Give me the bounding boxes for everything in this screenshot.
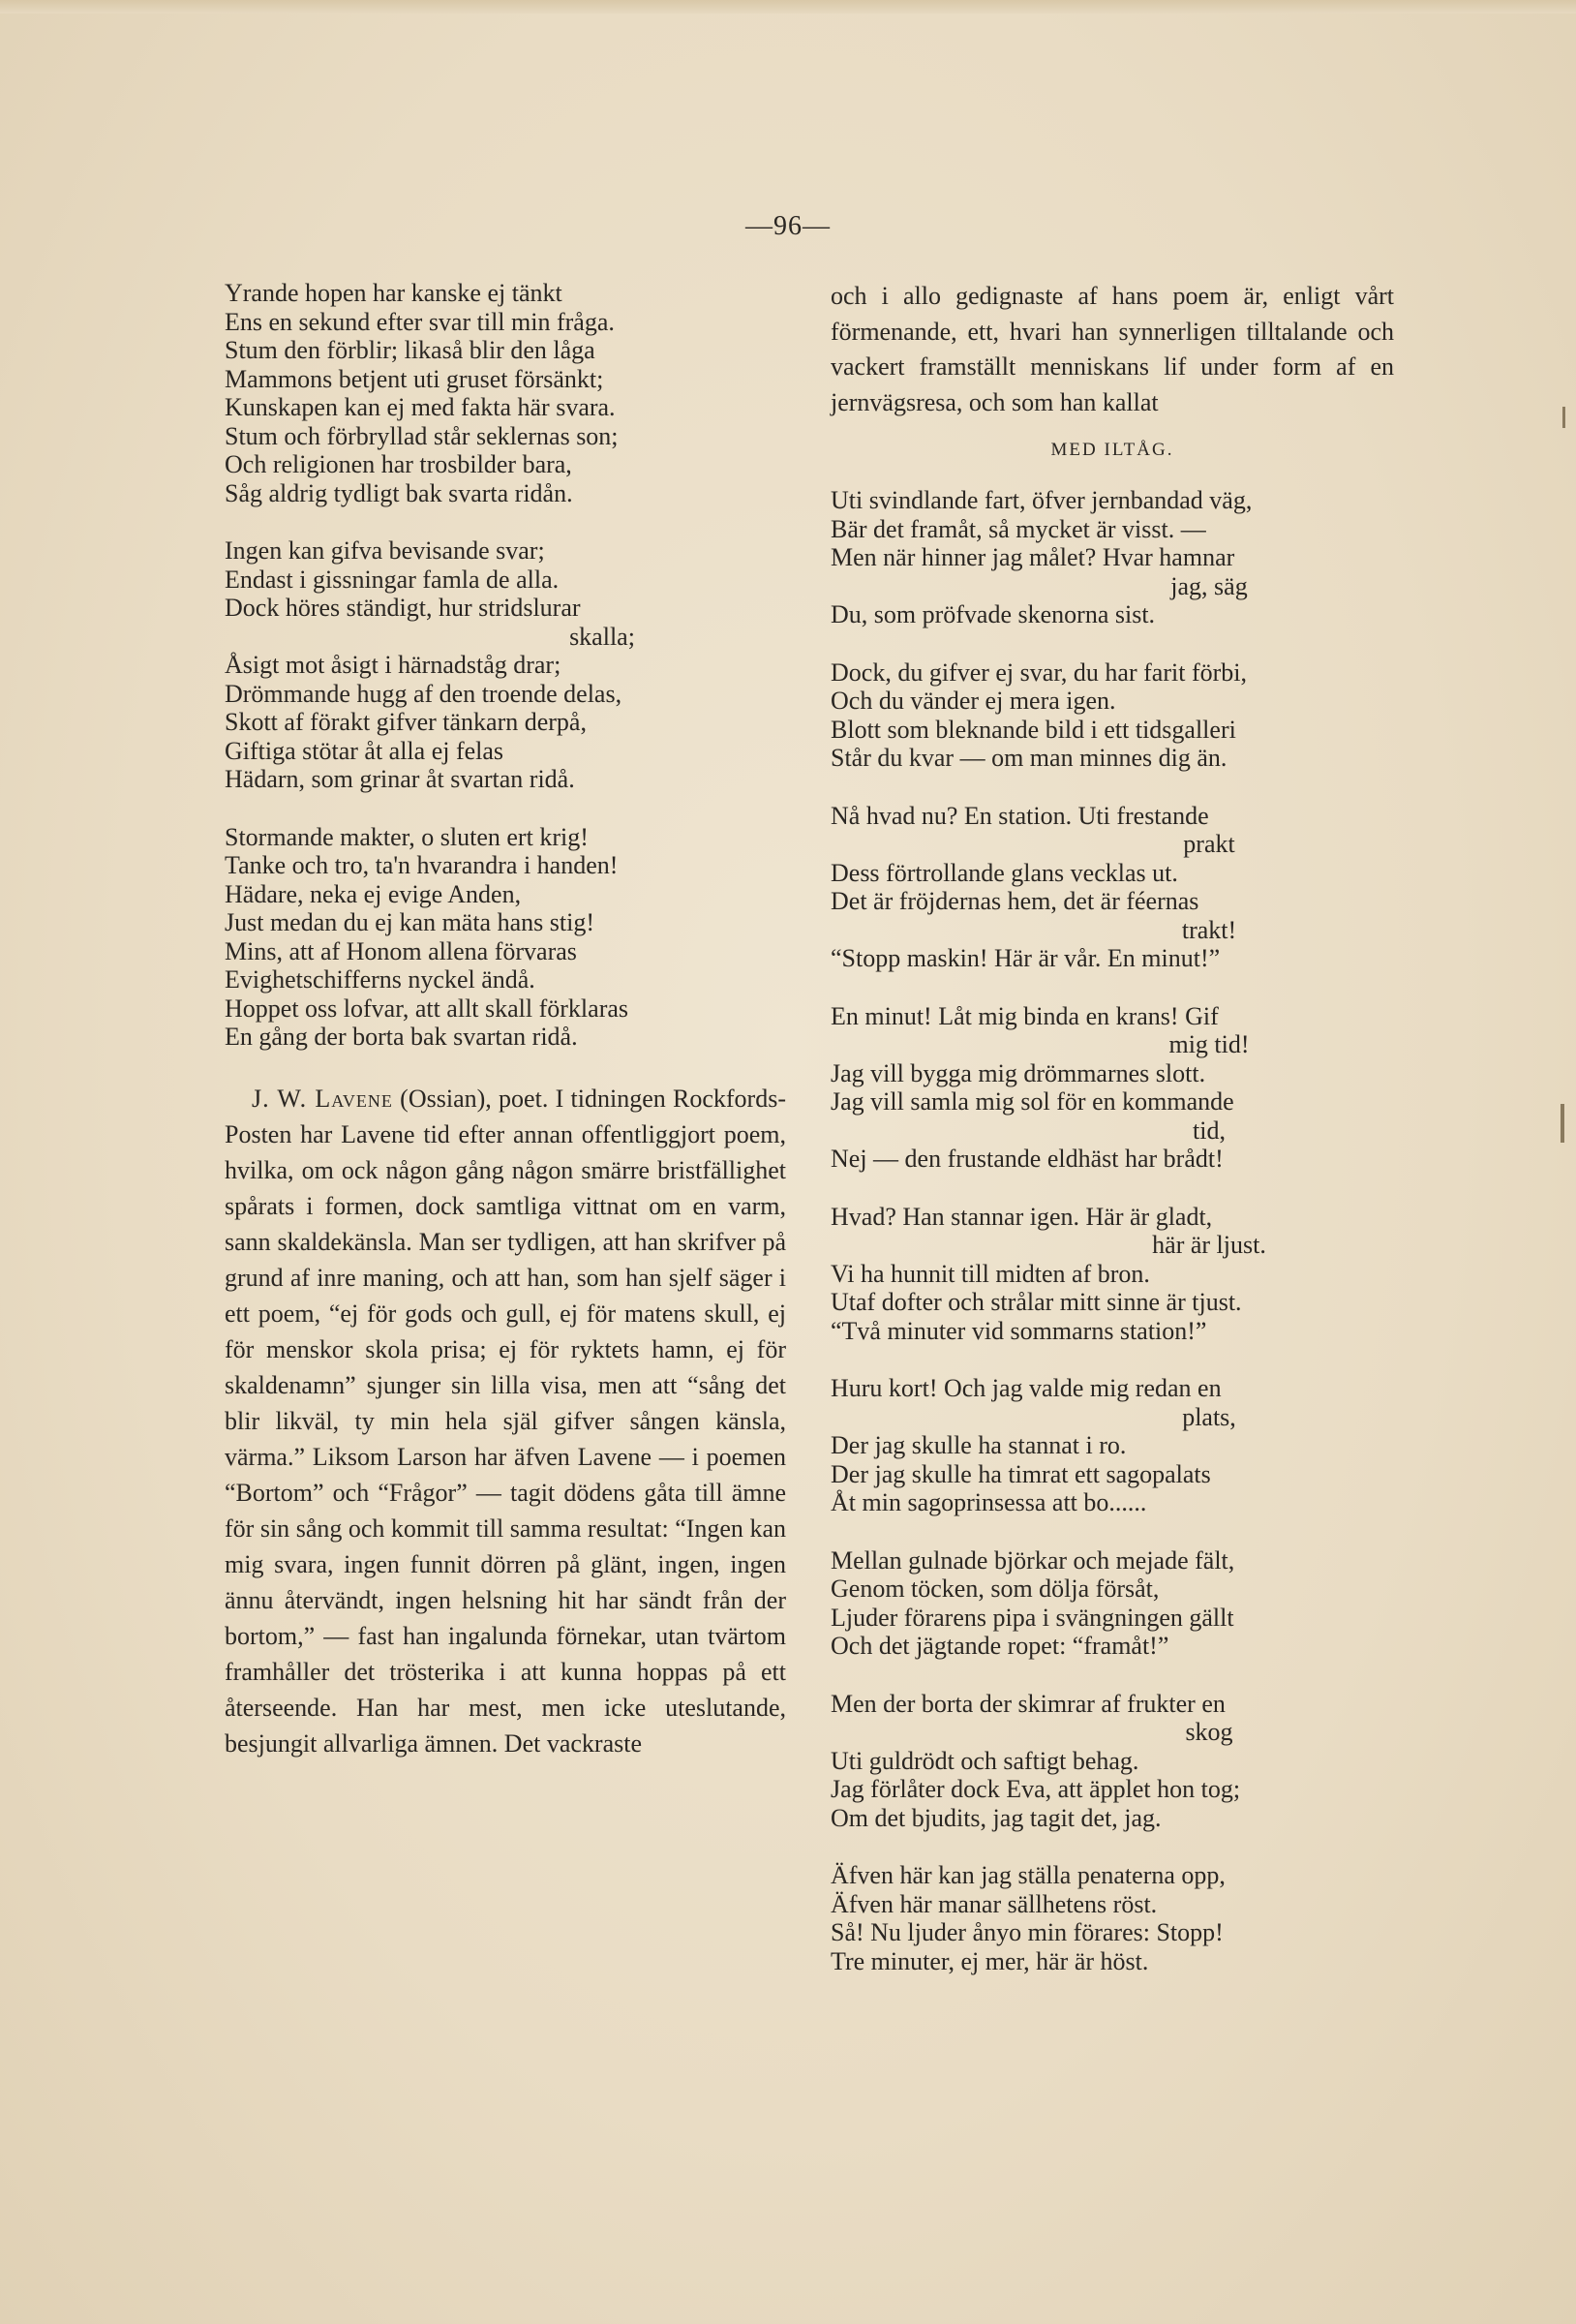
verse-line: Jag vill bygga mig drömmarnes slott. <box>831 1058 1206 1087</box>
stanza <box>831 1690 1394 1833</box>
stanza <box>225 823 786 1052</box>
verse-line-continuation: mig tid! <box>1168 1030 1250 1058</box>
verse-line: Tre minuter, ej mer, här är höst. <box>831 1946 1149 1975</box>
verse-line: Ljuder förarens pipa i svängningen gällt <box>831 1603 1234 1632</box>
verse-line: Uti guldrödt och saftigt behag. <box>831 1746 1139 1775</box>
verse-line: Drömmande hugg af den troende delas, <box>225 679 622 708</box>
biography-paragraph <box>225 1081 786 1761</box>
verse-line: Såg aldrig tydligt bak svarta ridån. <box>225 478 573 507</box>
verse-line: Du, som pröfvade skenorna sist. <box>831 600 1156 628</box>
stanza <box>831 1546 1394 1661</box>
verse-line-continuation: plats, <box>1182 1402 1236 1431</box>
verse-line: Och religionen har trosbilder bara, <box>225 450 572 478</box>
verse-line-continuation: skog <box>1185 1718 1233 1746</box>
verse-line: Der jag skulle ha timrat ett sagopalats <box>831 1459 1211 1488</box>
page-top-edge <box>0 0 1576 14</box>
stanza <box>831 1002 1394 1174</box>
stanza <box>831 1203 1394 1346</box>
verse-line: Åsigt mot åsigt i härnadståg drar; <box>225 651 561 679</box>
verse-line: Jag vill samla mig sol för en kommande <box>831 1087 1234 1116</box>
verse-line: Nej — den frustande eldhäst har brådt! <box>831 1145 1224 1173</box>
verse-line: Mellan gulnade björkar och mejade fält, <box>831 1545 1235 1575</box>
right-column <box>831 279 1394 2004</box>
verse-line: Skott af förakt gifver tänkarn derpå, <box>225 708 587 736</box>
poem-title: MED ILTÅG. <box>1050 440 1174 460</box>
verse-line: Stum och förbryllad står seklernas son; <box>225 421 619 450</box>
verse-line: Hädarn, som grinar åt svartan ridå. <box>225 765 575 793</box>
page-number: —96— <box>745 211 831 241</box>
verse-line-continuation: skalla; <box>569 622 635 651</box>
verse-line: Jag förlåter dock Eva, att äpplet hon tog; <box>831 1775 1241 1803</box>
stanza <box>225 279 786 507</box>
stanza <box>831 1374 1394 1517</box>
verse-line: Giftiga stötar åt alla ej felas <box>225 736 504 765</box>
verse-line: Nå hvad nu? En station. Uti frestande <box>831 801 1209 830</box>
verse-line: Men der borta der skimrar af frukter en <box>831 1689 1226 1718</box>
stanza <box>831 486 1394 629</box>
poem-introduction: och i allo gedignaste af hans poem är, enligt vårt förmenande, ett, hvari han synnerligen tilltalande och vackert framställt menniskans lif under form af en jernvägsresa, och som han kallat <box>831 282 1394 416</box>
verse-line: Hvad? Han stannar igen. Här är gladt, <box>831 1202 1213 1231</box>
verse-line: Dess förtrollande glans vecklas ut. <box>831 858 1178 887</box>
verse-line-continuation: prakt <box>1183 830 1235 858</box>
verse-line-continuation: här är ljust. <box>1152 1231 1266 1259</box>
verse-line: Om det bjudits, jag tagit det, jag. <box>831 1803 1162 1832</box>
verse-line: Yrande hopen har kanske ej tänkt <box>225 279 562 307</box>
verse-line: Men när hinner jag målet? Hvar hamnar <box>831 543 1235 571</box>
verse-line: Genom töcken, som dölja försåt, <box>831 1575 1160 1603</box>
verse-line: Så! Nu ljuder ånyo min förares: Stopp! <box>831 1918 1224 1946</box>
lavene-biography <box>225 1081 786 1761</box>
verse-line: Der jag skulle ha stannat i ro. <box>831 1431 1127 1459</box>
verse-line-continuation: tid, <box>1193 1116 1226 1145</box>
verse-line: Ens en sekund efter svar till min fråga. <box>225 307 615 336</box>
stanza <box>225 536 786 794</box>
verse-line: Dock, du gifver ej svar, du har farit förbi, <box>831 657 1247 687</box>
verse-line: Huru kort! Och jag valde mig redan en <box>831 1374 1222 1402</box>
verse-line: Stormande makter, o sluten ert krig! <box>225 822 589 851</box>
verse-line: Tanke och tro, ta'n hvarandra i handen! <box>225 851 619 879</box>
stanza <box>831 802 1394 973</box>
margin-mark <box>1561 1104 1564 1143</box>
stanza <box>831 1861 1394 1975</box>
left-poem <box>225 279 786 1052</box>
stanza <box>831 658 1394 773</box>
verse-line: Mammons betjent uti gruset försänkt; <box>225 364 604 393</box>
verse-line: En minut! Låt mig binda en krans! Gif <box>831 1001 1219 1030</box>
verse-line: Uti svindlande fart, öfver jernbandad väg, <box>831 486 1253 514</box>
verse-line: Endast i gissningar famla de alla. <box>225 565 560 594</box>
med-iltag-poem <box>831 486 1394 1975</box>
verse-line: Det är fröjdernas hem, det är féernas <box>831 887 1199 915</box>
biography-text: (Ossian), poet. I tidningen Rockfords-Posten har Lavene tid efter annan offentliggjort poem, hvilka, om ock någon gång någon smärre bristfällighet spårats i formen, dock samtliga vittnat om en varm, sann skaldekänsla. Man ser tydligen, att han skrifver på grund af inre maning, och att han, som han sjelf säger i ett poem, “ej för gods och gull, ej för matens skull, ej för menskor skola prisa; ej för ryktets hamn, ej för skaldenamn” sjunger sin lilla visa, men att “sång det blir likväl, ty min hela själ gifver sången känsla, värma.” Liksom Larson har äfven Lavene — i poemen “Bortom” och “Frågor” — tagit dödens gåta till ämne för sin sång och kommit till samma resultat: “Ingen kan mig svara, ingen funnit dörren på glänt, ingen, ingen ännu återvändt, ingen helsning hit har sändt från der bortom,” — fast han ingalunda förnekar, utan tvärtom framhåller det trösterika i att kunna hoppas på ett återseende. Han har mest, men icke uteslutande, besjungit allvarliga ämnen. Det vackraste <box>225 1084 786 1758</box>
verse-line: “Stopp maskin! Här är vår. En minut!” <box>831 944 1221 972</box>
verse-line: Bär det framåt, så mycket är visst. — <box>831 514 1206 543</box>
verse-line: Just medan du ej kan mäta hans stig! <box>225 908 594 936</box>
margin-mark <box>1562 407 1565 428</box>
verse-line: Äfven här kan jag ställa penaterna opp, <box>831 1861 1226 1889</box>
verse-line: Ingen kan gifva bevisande svar; <box>225 536 545 565</box>
verse-line: Evighetschifferns nyckel ändå. <box>225 965 535 994</box>
author-name: J. W. Lavene <box>252 1084 393 1113</box>
verse-line: En gång der borta bak svartan ridå. <box>225 1023 578 1051</box>
verse-line: Kunskapen kan ej med fakta här svara. <box>225 393 616 421</box>
verse-line: Dock höres ständigt, hur stridslurar <box>225 594 581 622</box>
verse-line: Äfven här manar sällhetens röst. <box>831 1889 1158 1918</box>
verse-line: Utaf dofter och strålar mitt sinne är tjust. <box>831 1288 1242 1316</box>
verse-line: Vi ha hunnit till midten af bron. <box>831 1259 1150 1288</box>
verse-line: Mins, att af Honom allena förvaras <box>225 936 577 965</box>
verse-line: Står du kvar — om man minnes dig än. <box>831 744 1227 772</box>
verse-line-continuation: jag, säg <box>1170 571 1248 600</box>
verse-line-continuation: trakt! <box>1181 915 1237 944</box>
left-column <box>225 279 786 1761</box>
verse-line: Hoppet oss lofvar, att allt skall förklaras <box>225 994 629 1023</box>
verse-line: Hädare, neka ej evige Anden, <box>225 879 522 908</box>
verse-line: Blott som bleknande bild i ett tidsgalleri <box>831 715 1236 744</box>
verse-line: Och det jägtande ropet: “framåt!” <box>831 1632 1169 1660</box>
verse-line: Stum den förblir; likaså blir den låga <box>225 336 595 364</box>
verse-line: Och du vänder ej mera igen. <box>831 687 1116 715</box>
verse-line: Åt min sagoprinsessa att bo...... <box>831 1488 1147 1516</box>
verse-line: “Två minuter vid sommarns station!” <box>831 1316 1207 1345</box>
